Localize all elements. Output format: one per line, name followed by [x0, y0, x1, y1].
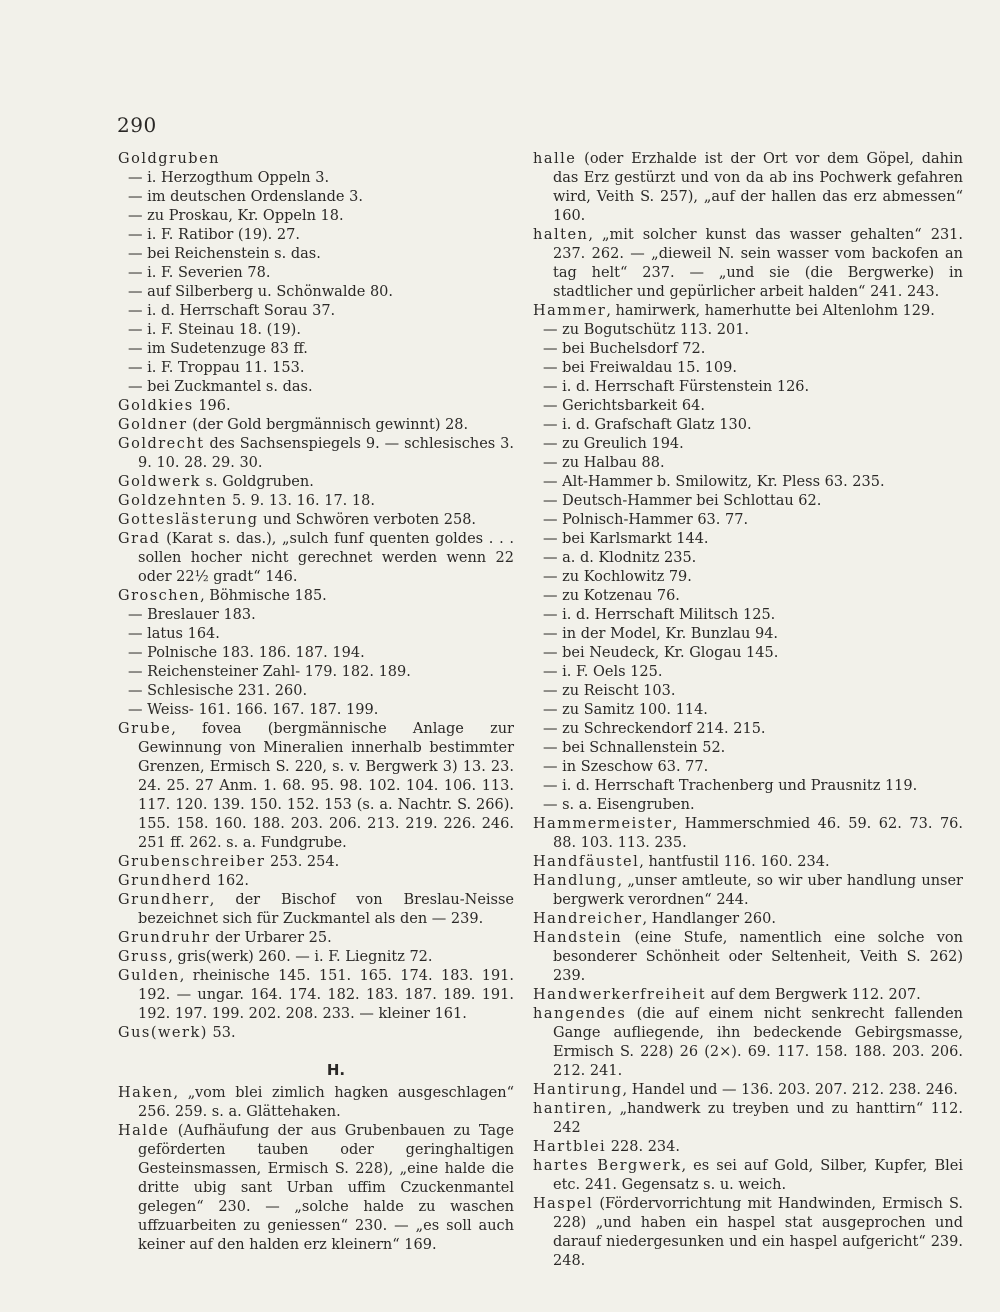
entry-headword: Grube — [118, 721, 172, 737]
section-letter: H. — [326, 1061, 346, 1079]
index-column-left — [118, 150, 514, 1255]
entry-text: 196. — [193, 398, 231, 414]
entry-headword: Halde — [118, 1123, 170, 1139]
index-entry — [118, 872, 514, 891]
index-subentry: — i. F. Steinau 18. (19). — [128, 322, 301, 338]
index-entry — [118, 492, 514, 511]
entry-text: s. Goldgruben. — [200, 474, 314, 490]
index-subentry: — bei Neudeck, Kr. Glogau 145. — [543, 645, 779, 661]
index-subentry: — auf Silberberg u. Schönwalde 80. — [128, 284, 394, 300]
index-entry — [118, 397, 514, 416]
entry-text: 53. — [207, 1025, 236, 1041]
entry-text: 253. 254. — [265, 854, 340, 870]
index-subentry: — bei Karlsmarkt 144. — [543, 531, 709, 547]
index-entry — [533, 150, 963, 226]
index-entry — [533, 226, 963, 302]
entry-text: auf dem Bergwerk 112. 207. — [706, 987, 921, 1003]
index-subentry: — im deutschen Ordenslande 3. — [128, 189, 363, 205]
index-subentry: — Polnisch-Hammer 63. 77. — [543, 512, 749, 528]
entry-text: , „vom blei zimlich hagken ausgeschlagen“ 256. 259. s. a. Glättehaken. — [138, 1085, 514, 1120]
index-entry — [118, 853, 514, 872]
entry-text: , „mit solcher kunst das wasser gehalten“ 231. 237. 262. — „dieweil N. sein wasser vom backofen an tag helt“ 237. — „und sie (die Bergwerke) in stadtlicher und gepürlicher arbeit halden“ 241. 243. — [553, 227, 963, 300]
entry-headword: hangendes — [533, 1006, 627, 1022]
entry-headword: halle — [533, 151, 577, 167]
index-subentry: — i. F. Oels 125. — [543, 664, 663, 680]
entry-headword: Goldwerk — [118, 474, 201, 490]
entry-headword: Handstein — [533, 930, 623, 946]
entry-text: , hamirwerk, hamerhutte bei Altenlohm 129. — [606, 303, 935, 319]
entry-text: und Schwören verboten 258. — [258, 512, 477, 528]
index-subentry: — i. d. Grafschaft Glatz 130. — [543, 417, 752, 433]
entry-headword: Hammermeister — [533, 816, 673, 832]
index-subentry: — i. d. Herrschaft Fürstenstein 126. — [543, 379, 810, 395]
index-entry — [533, 1005, 963, 1081]
index-subentry: — i. F. Troppau 11. 153. — [128, 360, 305, 376]
index-subentry: — bei Schnallenstein 52. — [543, 740, 726, 756]
index-subentry: — bei Buchelsdorf 72. — [543, 341, 706, 357]
index-entry — [118, 967, 514, 1024]
index-subentry: — Alt-Hammer b. Smilowitz, Kr. Pless 63. 235. — [543, 474, 885, 490]
index-entry — [533, 302, 963, 321]
entry-headword: Handlung — [533, 873, 618, 889]
entry-text: (die auf einem nicht senkrecht fallenden Gange aufliegende, ihn bedeckende Gebirgsmasse, Ermisch S. 228) 26 (2×). 69. 117. 158. 188. 203. 206. 212. 241. — [553, 1006, 963, 1079]
entry-headword: Hammer — [533, 303, 607, 319]
entry-headword: Haken — [118, 1085, 174, 1101]
index-entry — [118, 929, 514, 948]
index-entry — [118, 435, 514, 473]
index-subentry: — zu Samitz 100. 114. — [543, 702, 708, 718]
entry-headword: Goldzehnten — [118, 493, 228, 509]
index-entry — [118, 587, 514, 606]
index-subentry: — i. F. Severien 78. — [128, 265, 271, 281]
entry-headword: Gulden — [118, 968, 180, 984]
entry-headword: Handreicher — [533, 911, 643, 927]
entry-headword: Haspel — [533, 1196, 594, 1212]
entry-text: , gris(werk) 260. — i. F. Liegnitz 72. — [168, 949, 433, 965]
index-entry — [118, 150, 514, 169]
index-entry — [118, 530, 514, 587]
index-subentry: — Schlesische 231. 260. — [128, 683, 308, 699]
entry-text: , es sei auf Gold, Silber, Kupfer, Blei etc. 241. Gegensatz s. u. weich. — [553, 1158, 963, 1193]
entry-text: , Handlanger 260. — [642, 911, 776, 927]
index-entry — [533, 1195, 963, 1271]
index-entry — [533, 815, 963, 853]
index-subentry: — a. d. Klodnitz 235. — [543, 550, 697, 566]
index-entry — [533, 872, 963, 910]
index-entry — [118, 720, 514, 853]
entry-text: 5. 9. 13. 16. 17. 18. — [227, 493, 375, 509]
entry-text: (Aufhäufung der aus Grubenbauen zu Tage geförderten tauben oder geringhaltigen Gesteinsmassen, Ermisch S. 228), „eine halde die dritte ubig sant Urban uffim Czuckenmantel gelegen“ 230. — „solche halde zu waschen uffzuarbeiten zu geniessen“ 230. — „es soll auch keiner auf den halden erz kleinern“ 169. — [138, 1123, 514, 1253]
index-entry — [533, 1157, 963, 1195]
index-entry — [533, 1138, 963, 1157]
entry-text: , fovea (bergmännische Anlage zur Gewinnung von Mineralien innerhalb bestimmter Grenzen, Ermisch S. 220, s. v. Bergwerk 3) 13. 23. 24. 25. 27 Anm. 1. 68. 95. 98. 102. 104. 106. 113. 117. 120. 139. 150. 152. 153 (s. a. Nachtr. S. 266). 155. 158. 160. 188. 203. 206. 213. 219. 226. 246. 251 ff. 262. s. a. Fundgrube. — [138, 721, 514, 851]
entry-headword: Gotteslästerung — [118, 512, 259, 528]
entry-text: (eine Stufe, namentlich eine solche von besonderer Schönheit oder Seltenheit, Veith S. 262) 239. — [553, 930, 963, 984]
index-entry — [118, 416, 514, 435]
entry-headword: Grubenschreiber — [118, 854, 266, 870]
entry-headword: Goldkies — [118, 398, 194, 414]
index-subentry: — i. d. Herrschaft Trachenberg und Prausnitz 119. — [543, 778, 918, 794]
entry-headword: Goldgruben — [118, 151, 220, 167]
entry-headword: halten — [533, 227, 589, 243]
index-subentry: — i. d. Herrschaft Sorau 37. — [128, 303, 336, 319]
entry-text: 228. 234. — [606, 1139, 680, 1155]
index-entry — [118, 948, 514, 967]
entry-text: der Urbarer 25. — [210, 930, 332, 946]
index-subentry: — Reichensteiner Zahl- 179. 182. 189. — [128, 664, 411, 680]
index-subentry: — bei Reichenstein s. das. — [128, 246, 321, 262]
entry-text: des Sachsenspiegels 9. — schlesisches 3. 9. 10. 28. 29. 30. — [138, 436, 514, 471]
index-entry — [533, 1100, 963, 1138]
entry-headword: Groschen — [118, 588, 201, 604]
entry-headword: hartes Bergwerk — [533, 1158, 682, 1174]
index-subentry: — Gerichtsbarkeit 64. — [543, 398, 705, 414]
entry-text: , „unser amtleute, so wir uber handlung unser bergwerk verordnen“ 244. — [553, 873, 963, 908]
index-entry — [533, 853, 963, 872]
entry-headword: Grundherr — [118, 892, 210, 908]
index-subentry: — Weiss- 161. 166. 167. 187. 199. — [128, 702, 379, 718]
entry-text: , rheinische 145. 151. 165. 174. 183. 191. 192. — ungar. 164. 174. 182. 183. 187. 189. 191. 192. 197. 199. 202. 208. 233. — kleiner 161. — [138, 968, 514, 1022]
index-entry — [533, 910, 963, 929]
page-number: 290 — [117, 113, 157, 137]
index-subentry: — i. F. Ratibor (19). 27. — [128, 227, 300, 243]
entry-text: , Hammerschmied 46. 59. 62. 73. 76. 88. 103. 113. 235. — [553, 816, 963, 851]
index-subentry: — bei Zuckmantel s. das. — [128, 379, 313, 395]
entry-text: , „handwerk zu treyben und zu hanttirn“ 112. 242 — [553, 1101, 963, 1136]
entry-text: (Fördervorrichtung mit Handwinden, Ermisch S. 228) „und haben ein haspel stat ausgeprochen und darauf niedergesunken und ein haspel aufgericht“ 239. 248. — [553, 1196, 963, 1269]
index-subentry: — in Szeschow 63. 77. — [543, 759, 709, 775]
index-subentry: — zu Greulich 194. — [543, 436, 684, 452]
index-entry — [118, 473, 514, 492]
index-column-right — [533, 150, 963, 1271]
index-subentry: — zu Kochlowitz 79. — [543, 569, 692, 585]
entry-headword: Grundruhr — [118, 930, 211, 946]
entry-headword: Gruss — [118, 949, 169, 965]
index-subentry: — i. d. Herrschaft Militsch 125. — [543, 607, 776, 623]
index-entry — [118, 1024, 514, 1043]
entry-headword: Goldner — [118, 417, 188, 433]
index-entry — [118, 511, 514, 530]
entry-headword: Handfäustel — [533, 854, 640, 870]
entry-text: , Böhmische 185. — [200, 588, 327, 604]
index-subentry: — zu Bogutschütz 113. 201. — [543, 322, 750, 338]
index-entry — [533, 1081, 963, 1100]
entry-text: , hantfustil 116. 160. 234. — [639, 854, 830, 870]
index-subentry: — im Sudetenzuge 83 ff. — [128, 341, 308, 357]
entry-headword: hantiren — [533, 1101, 608, 1117]
entry-headword: Goldrecht — [118, 436, 205, 452]
entry-text: , der Bischof von Breslau-Neisse bezeichnet sich für Zuckmantel als den — 239. — [138, 892, 514, 927]
entry-text: 162. — [212, 873, 250, 889]
index-entry — [118, 1084, 514, 1122]
index-subentry: — zu Kotzenau 76. — [543, 588, 680, 604]
entry-headword: Handwerkerfreiheit — [533, 987, 707, 1003]
index-entry — [118, 891, 514, 929]
entry-text: , Handel und — 136. 203. 207. 212. 238. 246. — [622, 1082, 958, 1098]
entry-text: (Karat s. das.), „sulch funf quenten goldes . . . sollen hocher nicht gerechnet werden wenn 22 oder 22½ gradt“ 146. — [138, 531, 514, 585]
index-subentry: — Deutsch-Hammer bei Schlottau 62. — [543, 493, 822, 509]
entry-headword: Hantirung — [533, 1082, 623, 1098]
index-subentry: — bei Freiwaldau 15. 109. — [543, 360, 737, 376]
index-entry — [533, 929, 963, 986]
index-entry — [118, 1122, 514, 1255]
entry-text: (der Gold bergmännisch gewinnt) 28. — [187, 417, 469, 433]
entry-headword: Grundherd — [118, 873, 213, 889]
index-subentry: — Breslauer 183. — [128, 607, 256, 623]
index-subentry: — zu Schreckendorf 214. 215. — [543, 721, 766, 737]
entry-headword: Grad — [118, 531, 161, 547]
index-subentry: — zu Halbau 88. — [543, 455, 665, 471]
index-subentry: — Polnische 183. 186. 187. 194. — [128, 645, 365, 661]
index-subentry: — latus 164. — [128, 626, 220, 642]
index-subentry: — in der Model, Kr. Bunzlau 94. — [543, 626, 779, 642]
entry-text: (oder Erzhalde ist der Ort vor dem Göpel, dahin das Erz gestürzt und von da ab ins Pochwerk gefahren wird, Veith S. 257), „auf der hallen das erz abmessen“ 160. — [553, 151, 963, 224]
index-entry — [533, 986, 963, 1005]
entry-headword: Hartblei — [533, 1139, 607, 1155]
entry-headword: Gus(werk) — [118, 1025, 208, 1041]
index-subentry: — zu Reischt 103. — [543, 683, 676, 699]
index-subentry: — i. Herzogthum Oppeln 3. — [128, 170, 330, 186]
index-subentry: — zu Proskau, Kr. Oppeln 18. — [128, 208, 344, 224]
index-subentry: — s. a. Eisengruben. — [543, 797, 695, 813]
